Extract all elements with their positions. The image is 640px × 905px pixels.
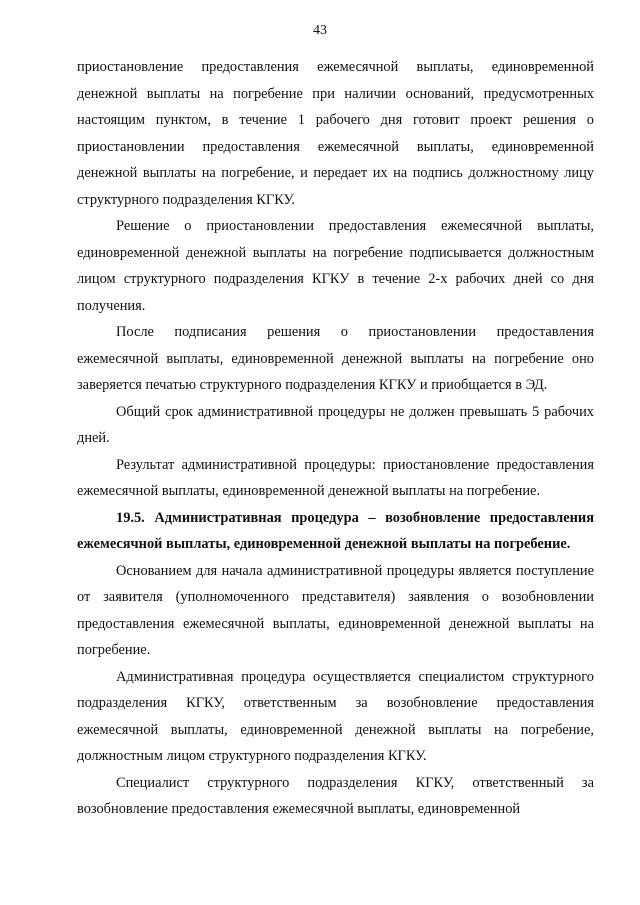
paragraph-specialist: Специалист структурного подразделения КГКУ, ответственный за возобновление предоставления ежемесячной выплаты, единовременной bbox=[77, 774, 594, 817]
document-body bbox=[77, 54, 594, 823]
section-heading-19-5: 19.5. Административная процедура – возобновление предоставления ежемесячной выплаты, единовременной денежной выплаты на погребение. bbox=[77, 509, 594, 552]
paragraph-procedure-term: Общий срок административной процедуры не должен превышать 5 рабочих дней. bbox=[77, 403, 594, 446]
paragraph-procedure-result: Результат административной процедуры: приостановление предоставления ежемесячной выплаты, единовременной денежной выплаты на погребение. bbox=[77, 456, 594, 499]
page-number: 43 bbox=[313, 23, 327, 38]
paragraph-procedure-basis: Основанием для начала административной процедуры является поступление от заявителя (уполномоченного представителя) заявления о возобновлении предоставления ежемесячной выплаты, единовременной денежной выплаты на погребение. bbox=[77, 562, 594, 658]
paragraph-decision-signing: Решение о приостановлении предоставления ежемесячной выплаты, единовременной денежной выплаты на погребение подписывается должностным лицом структурного подразделения КГКУ в течение 2-х рабочих дней со дня получения. bbox=[77, 218, 594, 314]
paragraph-procedure-executor: Административная процедура осуществляется специалистом структурного подразделения КГКУ, ответственным за возобновление предоставления ежемесячной выплаты, единовременной денежной выплаты на погребение, должностным лицом структурного подразделения КГКУ. bbox=[77, 668, 594, 764]
paragraph-decision-seal: После подписания решения о приостановлении предоставления ежемесячной выплаты, единовременной денежной выплаты на погребение оно заверяется печатью структурного подразделения КГКУ и приобщается в ЭД. bbox=[77, 324, 594, 393]
paragraph-continuation: приостановление предоставления ежемесячной выплаты, единовременной денежной выплаты на погребение при наличии оснований, предусмотренных настоящим пунктом, в течение 1 рабочего дня готовит проект решения о приостановлении предоставления ежемесячной выплаты, единовременной денежной выплаты на погребение, и передает их на подпись должностному лицу структурного подразделения КГКУ. bbox=[77, 59, 594, 208]
